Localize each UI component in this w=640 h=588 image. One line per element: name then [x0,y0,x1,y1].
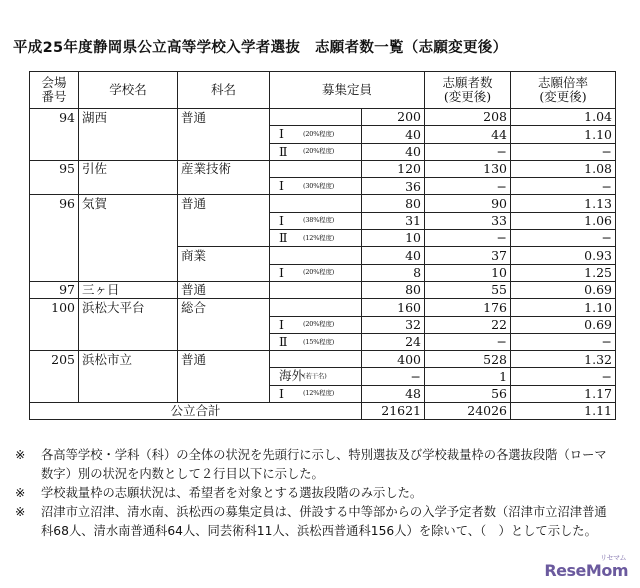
venue-no-cell [30,143,79,160]
selection-stage-cell [270,385,362,402]
capacity-cell: 40 [362,126,425,143]
stage-ratio-note: (12%程度) [303,233,335,242]
venue-no-cell [30,316,79,333]
table-row [30,126,616,143]
col-dept: 科名 [178,72,270,109]
dept-cell [178,264,270,281]
col-school: 学校名 [79,72,178,109]
stage-ratio-note: (30%程度) [303,181,335,190]
capacity-cell: 160 [362,299,425,316]
stage-ratio-note: (38%程度) [303,216,335,225]
table-header-row [30,72,616,109]
venue-no-cell: 205 [30,351,79,368]
table-row [30,385,616,402]
ratio-cell: − [511,178,616,195]
ratio-cell: 1.32 [511,351,616,368]
dept-cell [178,230,270,247]
col-ratio: 志願倍率 (変更後) [511,72,616,109]
dept-cell [178,143,270,160]
school-cell [79,230,178,247]
venue-no-cell: 94 [30,109,79,126]
selection-stage-cell [270,299,362,316]
school-cell: 気賀 [79,195,178,212]
stage-label: Ⅱ [279,333,288,349]
note-mark: ※ [15,448,26,462]
dept-cell [178,316,270,333]
applicants-cell: 44 [425,126,511,143]
venue-no-cell [30,212,79,229]
applicants-cell: 90 [425,195,511,212]
venue-no-cell: 97 [30,281,79,298]
venue-no-cell [30,368,79,385]
ratio-cell: 1.17 [511,385,616,402]
venue-no-cell [30,247,79,264]
stage-label: Ⅰ [279,126,284,142]
total-row [30,403,616,420]
resemom-logo: リセマム ReseMom [544,554,628,580]
dept-cell: 普通 [178,351,270,368]
stage-ratio-note: (12%程度) [303,389,335,398]
school-cell [79,178,178,195]
table-row [30,247,616,264]
school-cell: 引佐 [79,160,178,177]
table-row [30,316,616,333]
selection-stage-cell [270,195,362,212]
stage-label: Ⅰ [279,264,284,280]
stage-label: Ⅰ [279,212,284,228]
ratio-cell: 1.13 [511,195,616,212]
capacity-cell: − [362,368,425,385]
school-cell [79,126,178,143]
table-row [30,368,616,385]
applicants-cell: 176 [425,299,511,316]
table-row [30,264,616,281]
applicants-cell: 1 [425,368,511,385]
dept-cell [178,368,270,385]
notes [15,446,615,541]
stage-label: Ⅰ [279,385,284,401]
venue-no-cell [30,333,79,350]
capacity-cell: 80 [362,195,425,212]
venue-no-cell: 95 [30,160,79,177]
note-text: 各高等学校・学科（科）の全体の状況を先頭行に示し、特別選抜及び学校裁量枠の各選抜段階（ローマ数字）別の状況を内数として２行目以下に示した。 [41,448,607,481]
applicants-cell: 22 [425,316,511,333]
note-text: 学校裁量枠の志願状況は、希望者を対象とする選抜段階のみ示した。 [41,486,423,500]
ratio-cell: 1.08 [511,160,616,177]
selection-stage-cell [270,281,362,298]
table-row [30,178,616,195]
venue-no-cell [30,230,79,247]
note-item [15,446,615,484]
dept-cell: 産業技術 [178,160,270,177]
applicants-cell: 10 [425,264,511,281]
capacity-cell: 48 [362,385,425,402]
table-row [30,230,616,247]
stage-label: Ⅰ [279,178,284,194]
note-item [15,484,615,503]
selection-stage-cell [270,247,362,264]
ratio-cell: − [511,333,616,350]
capacity-cell: 10 [362,230,425,247]
venue-no-cell [30,385,79,402]
note-item [15,503,615,541]
applicants-cell: 130 [425,160,511,177]
school-cell: 浜松大平台 [79,299,178,316]
ratio-cell: 0.69 [511,281,616,298]
school-cell [79,143,178,160]
selection-stage-cell [270,160,362,177]
capacity-cell: 120 [362,160,425,177]
applicants-cell: 208 [425,109,511,126]
ratio-cell: 1.10 [511,299,616,316]
selection-stage-cell [270,368,362,385]
table-row [30,351,616,368]
applicants-cell: − [425,333,511,350]
selection-stage-cell [270,264,362,281]
school-cell [79,385,178,402]
col-capacity: 募集定員 [270,72,425,109]
venue-no-cell: 96 [30,195,79,212]
dept-cell [178,333,270,350]
venue-no-cell [30,264,79,281]
capacity-cell: 24 [362,333,425,350]
selection-stage-cell [270,316,362,333]
dept-cell: 普通 [178,109,270,126]
ratio-cell: 0.93 [511,247,616,264]
dept-cell: 普通 [178,281,270,298]
note-text: 沼津市立沼津、清水南、浜松西の募集定員は、併設する中等部からの入学予定者数（沼津市立沼津普通科68人、清水南普通科64人、同芸術科11人、浜松西普通科156人）を除いて、（ ）として示した。 [41,505,607,538]
ratio-cell: − [511,368,616,385]
stage-label: Ⅱ [279,230,288,246]
stage-ratio-note: (15%程度) [303,337,335,346]
school-cell [79,212,178,229]
stage-ratio-note: (20%程度) [303,147,335,156]
ratio-cell: 0.69 [511,316,616,333]
dept-cell: 商業 [178,247,270,264]
applicants-cell: 528 [425,351,511,368]
school-cell [79,316,178,333]
note-mark: ※ [15,486,26,500]
capacity-cell: 40 [362,247,425,264]
total-applicants: 24026 [425,403,511,420]
applicants-cell: 37 [425,247,511,264]
selection-stage-cell [270,230,362,247]
table-row [30,281,616,298]
capacity-cell: 8 [362,264,425,281]
table-row [30,195,616,212]
ratio-cell: − [511,230,616,247]
dept-cell [178,126,270,143]
dept-cell: 総合 [178,299,270,316]
school-cell [79,247,178,264]
capacity-cell: 32 [362,316,425,333]
stage-label: Ⅰ [279,316,284,332]
ratio-cell: 1.25 [511,264,616,281]
capacity-cell: 400 [362,351,425,368]
total-capacity: 21621 [362,403,425,420]
applicants-cell: 33 [425,212,511,229]
page-title: 平成25年度静岡県公立高等学校入学者選抜 志願者数一覧（志願変更後） [13,40,508,56]
school-cell [79,368,178,385]
dept-cell [178,212,270,229]
selection-stage-cell [270,143,362,160]
venue-no-cell [30,178,79,195]
capacity-cell: 80 [362,281,425,298]
dept-cell [178,178,270,195]
stage-ratio-note: (若干名) [303,372,327,381]
school-cell: 湖西 [79,109,178,126]
ratio-cell: 1.04 [511,109,616,126]
note-mark: ※ [15,505,26,519]
table-row [30,299,616,316]
selection-stage-cell [270,212,362,229]
capacity-cell: 36 [362,178,425,195]
stage-ratio-note: (20%程度) [303,268,335,277]
applicants-cell: − [425,230,511,247]
school-cell: 浜松市立 [79,351,178,368]
ratio-cell: 1.10 [511,126,616,143]
stage-ratio-note: (20%程度) [303,130,335,138]
stage-label: 海外 [279,368,305,384]
school-cell [79,333,178,350]
selection-stage-cell [270,109,362,126]
venue-no-cell [30,126,79,143]
school-cell: 三ヶ日 [79,281,178,298]
table-row [30,333,616,350]
stage-label: Ⅱ [279,143,288,159]
applicants-cell: 55 [425,281,511,298]
applicants-table [29,71,616,420]
table-row [30,212,616,229]
total-ratio: 1.11 [511,403,616,420]
ratio-cell: − [511,143,616,160]
dept-cell: 普通 [178,195,270,212]
table-row [30,109,616,126]
capacity-cell: 200 [362,109,425,126]
selection-stage-cell [270,351,362,368]
capacity-cell: 40 [362,143,425,160]
selection-stage-cell [270,126,362,143]
selection-stage-cell [270,333,362,350]
col-applicants: 志願者数 (変更後) [425,72,511,109]
capacity-cell: 31 [362,212,425,229]
table-row [30,143,616,160]
applicants-cell: − [425,178,511,195]
venue-no-cell: 100 [30,299,79,316]
ratio-cell: 1.06 [511,212,616,229]
total-label: 公立合計 [30,403,362,420]
col-venue-no: 会場 番号 [30,72,79,109]
stage-ratio-note: (20%程度) [303,320,335,329]
dept-cell [178,385,270,402]
table-row [30,160,616,177]
applicants-cell: 56 [425,385,511,402]
applicants-cell: − [425,143,511,160]
selection-stage-cell [270,178,362,195]
school-cell [79,264,178,281]
